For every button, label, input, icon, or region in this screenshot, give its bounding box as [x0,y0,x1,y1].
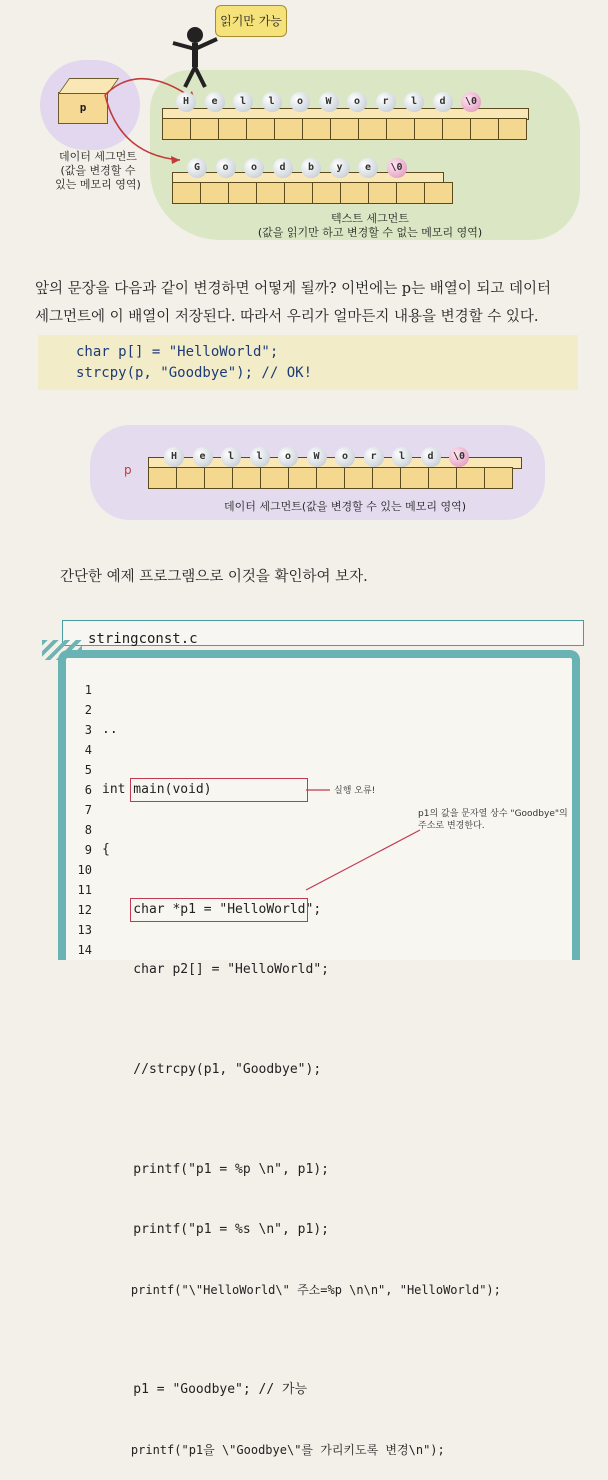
line-number: 13 [77,923,92,937]
code-line: { [102,842,110,857]
line-number: 9 [84,843,92,857]
char-ball: r [376,92,396,112]
char-ball: b [301,158,321,178]
line-number: 14 [77,943,92,957]
char-ball: l [392,447,412,467]
array-cell [148,467,177,489]
code-line: p1 = "Goodbye"; // 가능 [102,1382,308,1397]
null-char-ball: \0 [449,447,469,467]
array-cell [246,118,275,140]
array2-chars [164,447,478,467]
array-cell [218,118,247,140]
array-cell [200,182,229,204]
array-cell [316,467,345,489]
line-number: 8 [84,823,92,837]
char-ball: d [433,92,453,112]
array-cell [386,118,415,140]
code-line: int main(void) [102,782,212,797]
paragraph-1: 앞의 문장을 다음과 같이 변경하면 어떻게 될까? 이번에는 p는 배열이 되고 데이터 세그먼트에 이 배열이 저장된다. 따라서 우리가 얼마든지 내용을 변경할 수 있다. [35,281,551,325]
label-line: (값을 변경할 수 [60,164,136,177]
null-char-ball: \0 [461,92,481,112]
code-line: char p2[] = "HelloWorld"; [102,962,329,977]
char-ball: y [330,158,350,178]
array-cell [232,467,261,489]
code-line: printf("\"HelloWorld\" 주소=%p \n\n", "HelloWorld"); [102,1283,501,1297]
array-cell [396,182,425,204]
code-line: //strcpy(p1, "Goodbye"); [102,1062,322,1077]
code-line: printf("p1 = %p \n", p1); [102,1162,329,1177]
annotation-lines [300,780,440,910]
array-cell [368,182,397,204]
array-cell [260,467,289,489]
array-cell [204,467,233,489]
line-number: 3 [84,723,92,737]
array-cell [284,182,313,204]
char-ball: o [347,92,367,112]
char-ball: G [187,158,207,178]
array-cell [228,182,257,204]
code-line: .. [102,722,118,737]
text-segment-label [220,212,520,240]
line-number: 11 [77,883,92,897]
highlight-strcpy [130,778,308,802]
diagram2-caption: 데이터 세그먼트(값을 변경할 수 있는 메모리 영역) [223,500,467,513]
array-cell [400,467,429,489]
char-ball: o [278,447,298,467]
array-cell [456,467,485,489]
char-ball: o [216,158,236,178]
paragraph-2: 간단한 예제 프로그램으로 이것을 확인하여 보자. [60,569,368,585]
line-number: 6 [84,783,92,797]
array-cell [288,467,317,489]
change-note [418,808,588,832]
line-number: 7 [84,803,92,817]
highlight-assignment [130,898,308,922]
array-cell [344,467,373,489]
null-char-ball: \0 [387,158,407,178]
array-cell [484,467,513,489]
label-line: 데이터 세그먼트 [59,150,137,163]
array-cell [470,118,499,140]
char-ball: r [364,447,384,467]
goodbye-chars [187,158,415,178]
line-number: 10 [77,863,92,877]
char-ball: d [421,447,441,467]
array-cell [358,118,387,140]
line-number: 4 [84,743,92,757]
line-number: 2 [84,703,92,717]
array-cell [330,118,359,140]
char-ball: W [319,92,339,112]
array-cell [256,182,285,204]
note-line: 주소로 변경한다. [418,821,485,831]
code-snippet [38,335,578,390]
array-cell [312,182,341,204]
char-ball: o [244,158,264,178]
label-line: 있는 메모리 영역) [55,178,141,191]
listing-filename: stringconst.c [88,631,198,647]
array-cell [162,118,191,140]
char-ball: H [164,447,184,467]
char-ball: o [290,92,310,112]
char-ball: e [193,447,213,467]
error-note: 실행 오류! [334,786,376,796]
code-line: strcpy(p, "Goodbye"); // OK! [76,365,313,381]
code-line: char p[] = "HelloWorld"; [76,344,279,360]
label-line: (값을 읽기만 하고 변경할 수 없는 메모리 영역) [257,226,483,239]
code-line: printf("p1을 \"Goodbye\"를 가리키도록 변경\n"); [102,1443,445,1457]
pointer-label-2: p [124,463,132,477]
array2 [148,467,512,489]
code-line: printf("p1 = %s \n", p1); [102,1222,329,1237]
char-ball: e [358,158,378,178]
array-cell [372,467,401,489]
array-cell [302,118,331,140]
line-number: 5 [84,763,92,777]
line-number: 1 [84,683,92,697]
hello-array [162,118,526,140]
array-cell [498,118,527,140]
array-cell [274,118,303,140]
label-line: 텍스트 세그먼트 [331,212,409,225]
hello-chars [176,92,490,112]
char-ball: l [233,92,253,112]
char-ball: l [221,447,241,467]
goodbye-array [172,182,452,204]
array-cell [442,118,471,140]
char-ball: W [307,447,327,467]
char-ball: e [205,92,225,112]
char-ball: l [262,92,282,112]
code-line: char *p1 = "HelloWorld"; [102,902,322,917]
array-cell [176,467,205,489]
char-ball: l [404,92,424,112]
speech-bubble: 읽기만 가능 [215,5,287,37]
array-cell [190,118,219,140]
array-cell [428,467,457,489]
array-cell [172,182,201,204]
char-ball: H [176,92,196,112]
line-numbers [70,680,92,960]
array-cell [424,182,453,204]
pointer-label: p [79,101,87,114]
char-ball: o [335,447,355,467]
char-ball: l [250,447,270,467]
array-cell [340,182,369,204]
char-ball: d [273,158,293,178]
note-line: p1의 값을 문자열 상수 "Goodbye"의 [418,809,568,819]
array-cell [414,118,443,140]
line-number: 12 [77,903,92,917]
